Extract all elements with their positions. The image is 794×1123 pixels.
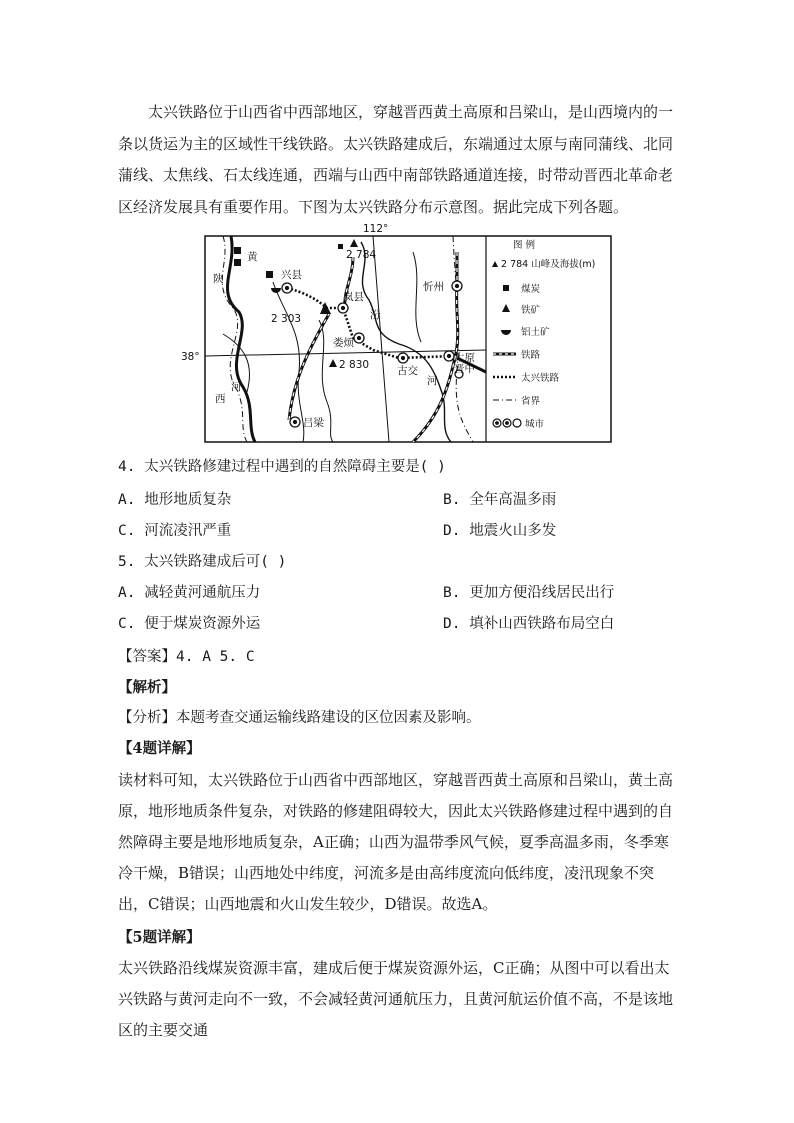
- q5-option-a: A. 减轻黄河通航压力: [118, 585, 261, 601]
- place-taiyuan: 太原: [454, 352, 475, 364]
- peak-label-2303: 2 303: [271, 313, 302, 325]
- legend-title: 图 例: [513, 240, 536, 251]
- q5-option-c: C. 便于煤炭资源外运: [118, 616, 261, 632]
- q4-detail-text: 读材料可知，太兴铁路位于山西省中西部地区，穿越晋西黄土高原和吕梁山，黄土高原，地形地质条件复杂，对铁路的修建阻碍较大，因此太兴铁路修建过程中遇到的自然障碍主要是地形地质复杂，A正确；山西为温带季风气候，夏季高温多雨，冬季寒冷干燥，B错误；山西地处中纬度，河流多是由高纬度流向低纬度，凌汛现象不突出，C错误；山西地震和火山发生较少，D错误。故选A。: [118, 771, 674, 913]
- place-he-left: 河: [231, 381, 242, 393]
- q4-option-d: D. 地震火山多发: [443, 523, 557, 539]
- place-xingxian: 兴县: [281, 269, 302, 281]
- analysis-heading: 【解析】: [118, 679, 176, 696]
- place-loufan: 娄烦: [333, 337, 354, 349]
- q4-stem: 4. 太兴铁路修建过程中遇到的自然障碍主要是( ): [118, 459, 446, 475]
- taixing-railway-map: [181, 222, 613, 444]
- longitude-label: 112°: [363, 223, 389, 235]
- intro-paragraph: 太兴铁路位于山西省中西部地区，穿越晋西黄土高原和吕梁山，是山西境内的一条以货运为主的区域性干线铁路。太兴铁路建成后，东端通过太原与南同蒲线、北同蒲线、太焦线、石太线连通，西端与山西中南部铁路通道连接，时带动晋西北革命老区经济发展具有重要作用。下图为太兴铁路分布示意图。据此完成下列各题。: [118, 103, 674, 216]
- legend-railway: 铁路: [521, 350, 541, 361]
- place-gujiao: 古交: [397, 365, 418, 377]
- q5-option-d: D. 填补山西铁路布局空白: [443, 616, 615, 632]
- place-xinzhou: 忻州: [423, 281, 444, 293]
- legend-coal: 煤炭: [521, 284, 541, 295]
- q5-detail-text: 太兴铁路沿线煤炭资源丰富，建成后便于煤炭资源外运，C正确；从图中可以看出太兴铁路与黄河走向不一致，不会减轻黄河通航压力，且黄河航运价值不高，不是该地区的主要交通: [118, 959, 674, 1039]
- peak-label-2784: 2 784: [346, 249, 377, 261]
- place-fen: 汾: [370, 309, 381, 321]
- legend-peak: 2 784 山峰及海拔(m): [501, 259, 596, 270]
- legend-iron: 铁矿: [521, 305, 541, 316]
- q4-detail-heading: 【4题详解】: [118, 740, 201, 757]
- answer-line: 【答案】4. A 5. C: [118, 649, 255, 665]
- latitude-label: 38°: [181, 351, 200, 363]
- q5-stem: 5. 太兴铁路建成后可( ): [118, 554, 287, 570]
- place-jinzhong: 晋中: [454, 363, 475, 375]
- legend-taixing: 太兴铁路: [521, 373, 560, 384]
- q4-option-c: C. 河流凌汛严重: [118, 523, 232, 539]
- place-huang: 黄: [247, 251, 258, 263]
- q5-detail-heading: 【5题详解】: [118, 929, 201, 946]
- place-lanxian: 岚县: [343, 291, 364, 303]
- place-lvliang: 吕梁: [303, 417, 324, 429]
- legend-bauxite: 铝土矿: [521, 327, 550, 338]
- q4-option-b: B. 全年高温多雨: [443, 492, 557, 508]
- peak-label-2830: 2 830: [339, 359, 370, 371]
- city-icon: [493, 419, 521, 427]
- legend-border: 省界: [521, 396, 541, 407]
- q5-option-b: B. 更加方便沿线居民出行: [443, 585, 615, 601]
- place-xi: 西: [215, 393, 226, 405]
- place-shaan: 陕: [213, 273, 224, 285]
- legend-city: 城市: [525, 419, 545, 430]
- fenxi-line: 【分析】本题考查交通运输线路建设的区位因素及影响。: [118, 710, 481, 726]
- place-he-right: 河: [427, 375, 438, 387]
- coal-icon: [503, 285, 509, 291]
- q4-option-a: A. 地形地质复杂: [118, 492, 232, 508]
